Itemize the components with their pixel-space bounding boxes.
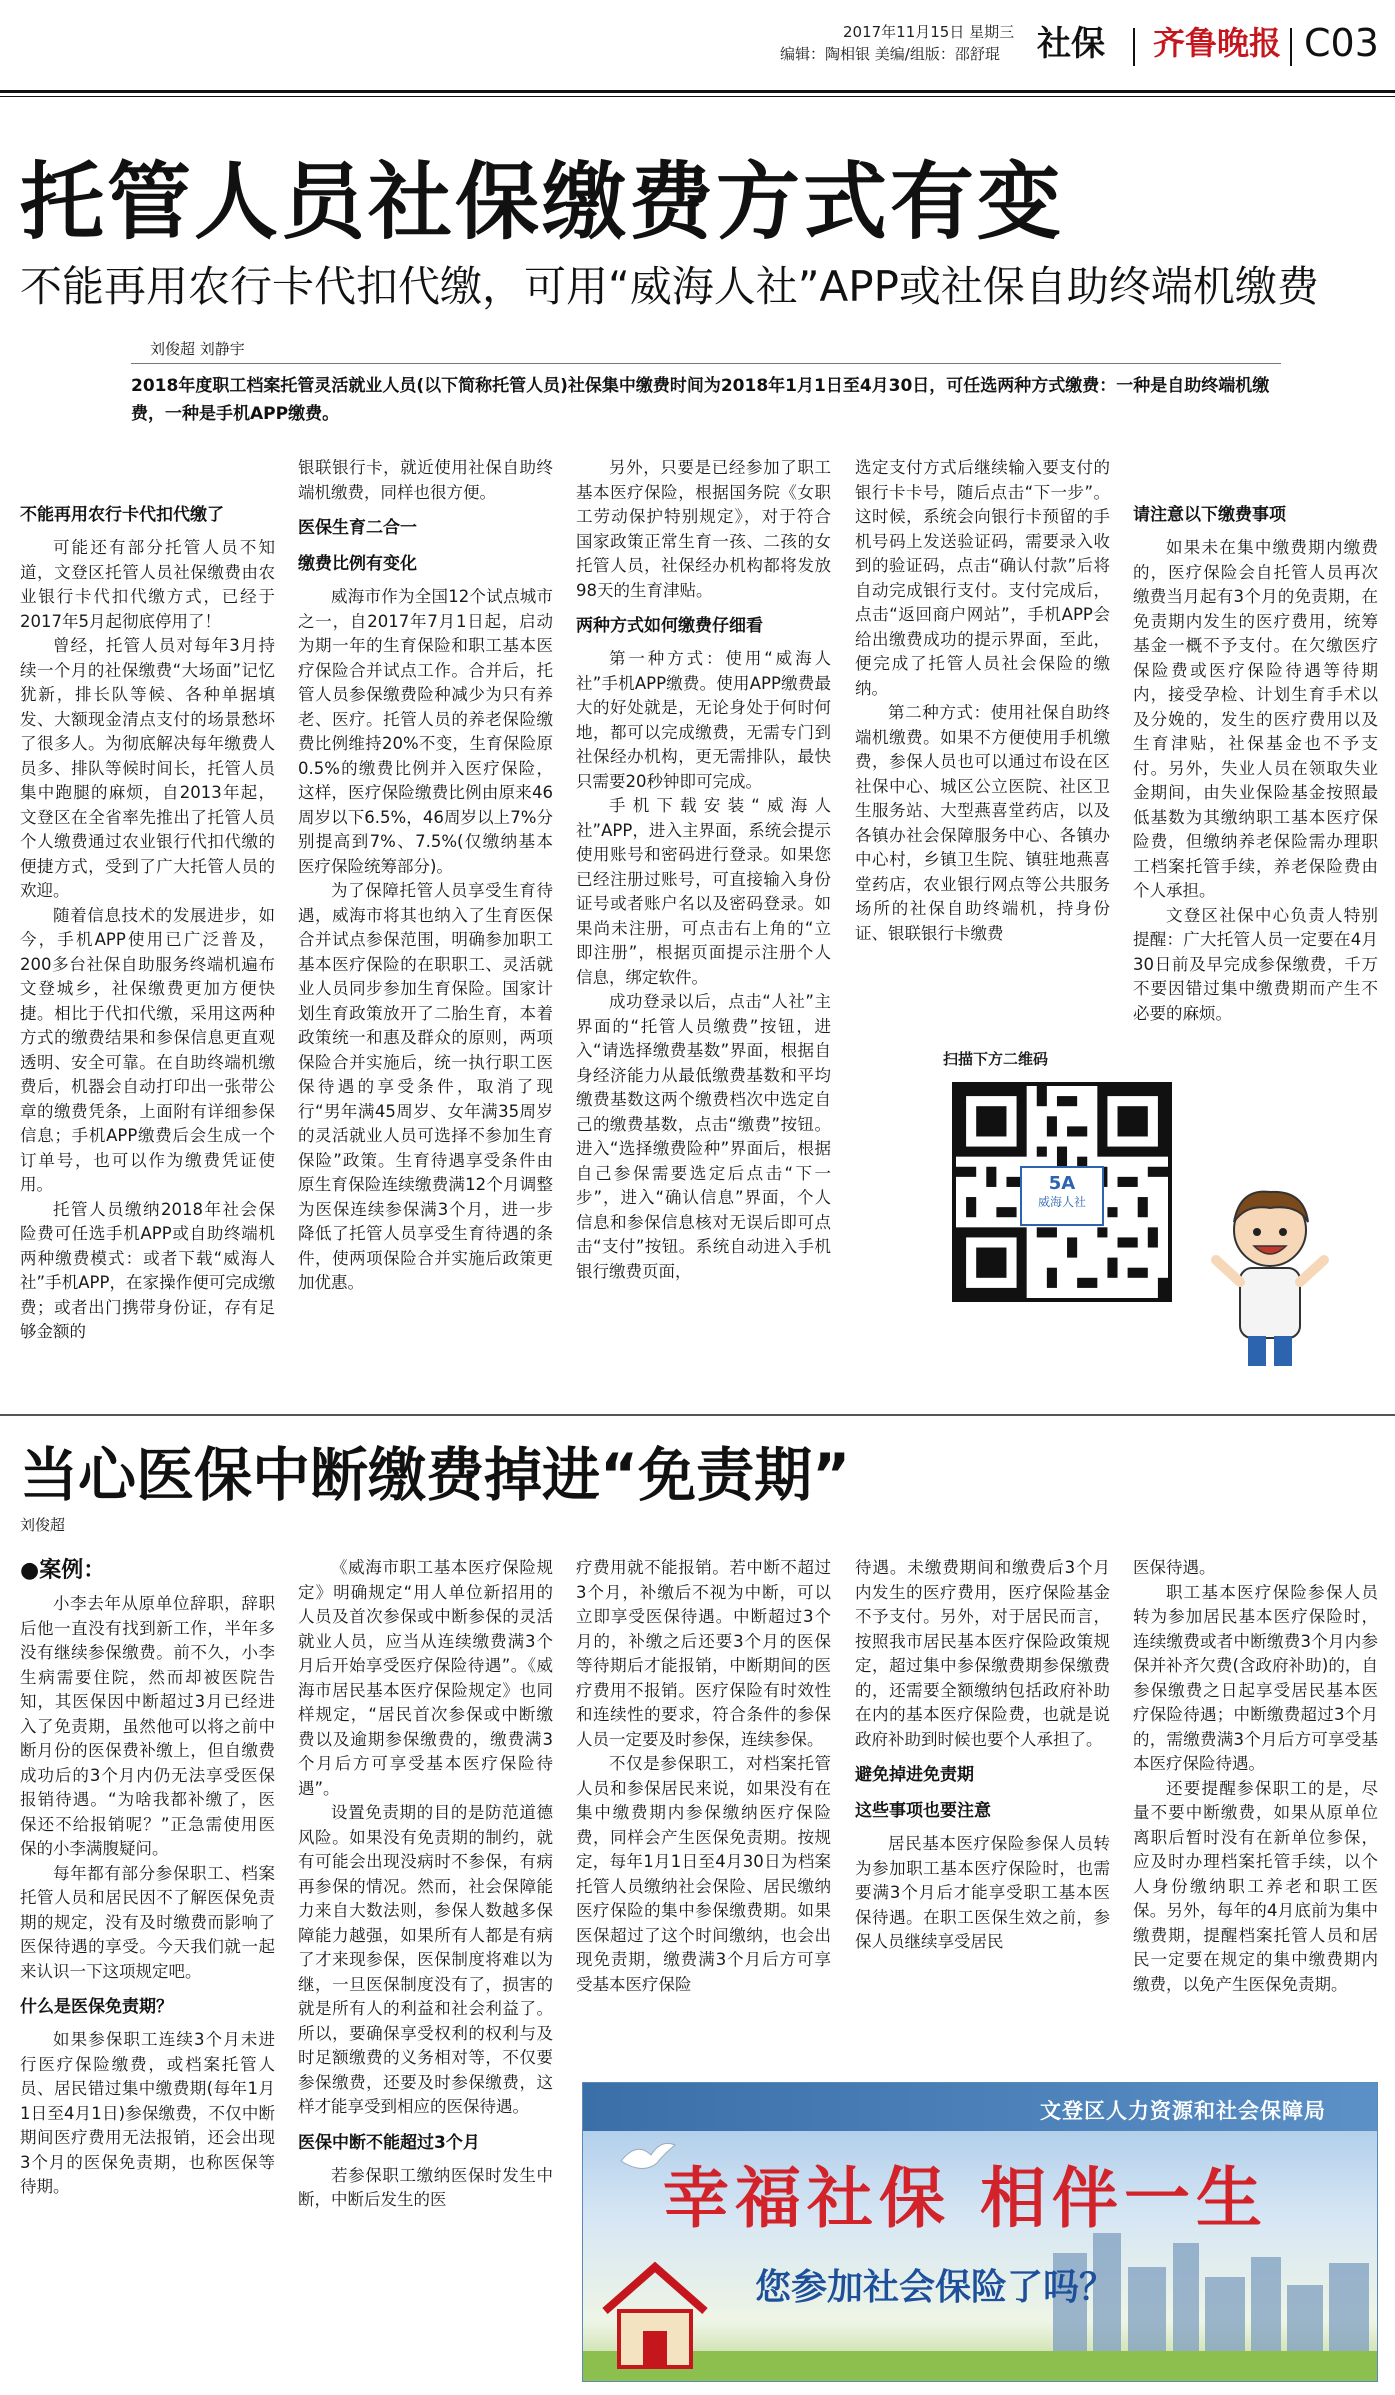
article-column: [855, 1556, 1110, 1955]
subheading: 缴费比例有变化: [298, 554, 417, 574]
paragraph: 可能还有部分托管人员不知道，文登区托管人员社保缴费由农业银行卡代扣代缴方式，已经于2017年5月起彻底停用了！: [20, 538, 275, 631]
subheading: 医保生育二合一: [298, 518, 417, 538]
paragraph: 小李去年从原单位辞职，辞职后他一直没有找到新工作，半年多没有继续参保缴费。前不久，小李生病需要住院，然而却被医院告知，其医保因中断超过3月已经进入了免责期，虽然他可以将之前中断月份的医保费补缴上，但自缴费成功后的3个月内仍无法享受医保报销待遇。“为啥我都补缴了，医保还不给报销呢？”正急需使用医保的小李满腹疑问。: [20, 1594, 275, 1858]
ad-question: 您参加社会保险了吗？: [755, 2267, 1116, 2308]
paragraph: 随着信息技术的发展进步，如今，手机APP使用已广泛普及，200多台社保自助服务终端机遍布文登城乡，社保缴费更加方便快捷。相比于代扣代缴，采用这两种方式的缴费结果和参保信息更直观透明、安全可靠。在自助终端机缴费后，机器会自动打印出一张带公章的缴费凭条，上面附有详细参保信息；手机APP缴费后会生成一个订单号，也可以作为缴费凭证使用。: [20, 905, 275, 1194]
ad-slogan: 幸福社保 相伴一生: [663, 2159, 1268, 2237]
case-label: ●案例：: [20, 1558, 106, 1583]
paragraph: 曾经，托管人员对每年3月持续一个月的社保缴费“大场面”记忆犹新，排长队等候、各种单据填发、大额现金清点支付的场景愁坏了很多人。为彻底解决每年缴费人员多、排队等候时间长，托管人员集中跑腿的麻烦，自2013年起，文登区在全省率先推出了托管人员个人缴费通过农业银行代扣代缴的便捷方式，受到了广大托管人员的欢迎。: [20, 636, 275, 900]
subheading: 请注意以下缴费事项: [1133, 505, 1286, 525]
subheading: 什么是医保免责期？: [20, 1997, 173, 2017]
article-column: [298, 456, 553, 1296]
byline: 刘俊超 刘静宇: [150, 340, 245, 358]
paragraph: 威海市作为全国12个试点城市之一，自2017年7月1日起，启动为期一年的生育保险和职工基本医疗保险合并试点工作。合并后，托管人员参保缴费险种减少为只有养老、医疗。托管人员的养老保险缴费比例维持20%不变，生育保险原0.5%的缴费比例并入医疗保险，这样，医疗保险缴费比例由原来46周岁以下6.5%，46周岁以上7%分别提高到7%、7.5%(仅缴纳基本医疗保险统筹部分)。: [298, 587, 553, 876]
article-column: [298, 1556, 553, 2213]
paragraph: 《威海市职工基本医疗保险规定》明确规定“用人单位新招用的人员及首次参保或中断参保的灵活就业人员，应当从连续缴费满3个月后开始享受医疗保险待遇”。《威海市居民基本医疗保险规定》也同样规定，“居民首次参保或中断缴费以及逾期参保缴费的，缴费满3个月后方可享受基本医疗保险待遇”。: [298, 1558, 553, 1798]
paragraph: 如果未在集中缴费期内缴费的，医疗保险会自托管人员再次缴费当月起有3个月的免责期，在免责期内发生的医疗费用，统筹基金一概不予支付。在欠缴医疗保险费或医疗保险待遇等待期内，接受孕检、计划生育手术以及分娩的，发生的医疗费用以及生育津贴，社保基金也不予支付。另外，失业人员在领取失业金期间，由失业保险基金按照最低基数为其缴纳职工基本医疗保险费，但缴纳养老保险需办理职工档案托管手续，养老保险费由个人承担。: [1133, 538, 1378, 900]
weihai-renshe-logo: 5A 威海人社: [1020, 1166, 1104, 1226]
paragraph: 银联银行卡，就近使用社保自助终端机缴费，同样也很方便。: [298, 458, 553, 502]
paragraph: 托管人员缴纳2018年社会保险费可任选手机APP或自助终端机两种缴费模式：或者下载“威海人社”手机APP，在家操作便可完成缴费；或者出门携带身份证，存有足够金额的: [20, 1199, 275, 1341]
byline-rule: [131, 363, 1281, 364]
article-column: [20, 492, 275, 1345]
paragraph: 疗费用就不能报销。若中断不超过3个月，补缴后不视为中断，可以立即享受医保待遇。中断超过3个月的，补缴之后还要3个月的医保等待期后才能报销，中断期间的医疗费用不报销。医疗保险有时效性和连续性的要求，符合条件的参保人员一定要及时参保，连续参保。: [576, 1558, 831, 1749]
paragraph: 第一种方式：使用“威海人社”手机APP缴费。使用APP缴费最大的好处就是，无论身处于何时何地，都可以完成缴费，无需专门到社保经办机构，更无需排队，最快只需要20秒钟即可完成。: [576, 649, 831, 791]
qr-caption: 扫描下方二维码: [943, 1050, 1049, 1068]
subheading: 避免掉进免责期: [855, 1765, 974, 1785]
subheading: 这些事项也要注意: [855, 1801, 991, 1821]
page-number: C03: [1304, 21, 1379, 65]
article-subhead: 不能再用农行卡代扣代缴，可用“威海人社”APP或社保自助终端机缴费: [20, 262, 1319, 311]
paragraph: 第二种方式：使用社保自助终端机缴费。如果不方便使用手机缴费，参保人员也可以通过布设在区社保中心、城区公立医院、社区卫生服务站、大型燕喜堂药店，以及各镇办社会保障服务中心、各镇办中心村，乡镇卫生院、镇驻地燕喜堂药店，农业银行网点等公共服务场所的社保自助终端机，持身份证、银联银行卡缴费: [855, 703, 1110, 943]
paragraph: 居民基本医疗保险参保人员转为参加职工基本医疗保险时，也需要满3个月后才能享受职工基本医保待遇。在职工医保生效之前，参保人员继续享受居民: [855, 1834, 1110, 1951]
article-column: [1133, 492, 1378, 1026]
paragraph: 为了保障托管人员享受生育待遇，威海市将其也纳入了生育医保合并试点参保范围，明确参加职工基本医疗保险的在职职工、灵活就业人员同步参加生育保险。国家计划生育政策放开了二胎生育，本着政策统一和惠及群众的原则，两项保险合并实施后，统一执行职工医保待遇的享受条件，取消了现行“男年满45周岁、女年满35周岁的灵活就业人员可选择不参加生育保险”政策。生育待遇享受条件由原生育保险连续缴费满12个月调整为医保连续参保满3个月，进一步降低了托管人员享受生育待遇的条件，使两项保险合并实施后政策更加优惠。: [298, 881, 553, 1292]
advertisement-banner: [582, 2082, 1378, 2382]
paragraph: 设置免责期的目的是防范道德风险。如果没有免责期的制约，就有可能会出现没病时不参保，有病再参保的情况。然而，社会保障能力来自大数法则，参保人数越多保障能力越强，如果所有人都是有病了才来现参保，医保制度将难以为继，一旦医保制度没有了，损害的就是所有人的利益和社会利益了。所以，要确保享受权利的权利与及时足额缴费的义务相对等，不仅要参保缴费，还要及时参保缴费，这样才能享受到相应的医保待遇。: [298, 1803, 553, 2116]
newspaper-logo: 齐鲁晚报: [1153, 24, 1282, 62]
header-rule: [0, 90, 1395, 93]
cartoon-boy-icon: [1210, 1182, 1330, 1372]
paragraph: 职工基本医疗保险参保人员转为参加居民基本医疗保险时，连续缴费或者中断缴费3个月内参保并补齐欠费(含政府补助)的，自参保缴费之日起享受居民基本医疗保险待遇；中断缴费超过3个月的，需缴费满3个月后方可享受基本医疗保险待遇。: [1133, 1582, 1378, 1773]
subheading: 不能再用农行卡代扣代缴了: [20, 505, 224, 525]
house-icon: [595, 2253, 715, 2373]
subheading: 两种方式如何缴费仔细看: [576, 616, 763, 636]
article-lead: 2018年度职工档案托管灵活就业人员(以下简称托管人员)社保集中缴费时间为2018年1月1日至4月30日，可任选两种方式缴费：一种是自助终端机缴费，一种是手机APP缴费。: [131, 376, 1270, 424]
paragraph: 每年都有部分参保职工、档案托管人员和居民因不了解医保免责期的规定，没有及时缴费而影响了医保待遇的享受。今天我们就一起来认识一下这项规定吧。: [20, 1863, 275, 1981]
paragraph: 如果参保职工连续3个月未进行医疗保险缴费，或档案托管人员、居民错过集中缴费期(每年1月1日至4月1日)参保缴费，不仅中断期间医疗费用无法报销，还会出现3个月的医保免责期，也称医保等待期。: [20, 2030, 275, 2196]
paragraph: 选定支付方式后继续输入要支付的银行卡卡号，随后点击“下一步”。这时候，系统会向银行卡预留的手机号码上发送验证码，需要录入收到的验证码，点击“确认付款”后将自动完成银行支付。支付完成后，点击“返回商户网站”，手机APP会给出缴费成功的提示界面，至此，便完成了托管人员社会保险的缴纳。: [855, 458, 1110, 698]
article-column: [855, 456, 1110, 946]
paragraph: 若参保职工缴纳医保时发生中断，中断后发生的医: [298, 2165, 553, 2209]
paragraph: 医保待遇。: [1133, 1558, 1216, 1577]
header-divider: [1290, 28, 1292, 66]
editor-credits: 编辑：陶相银 美编/组版：邵舒琨: [780, 45, 1000, 63]
paragraph: 文登区社保中心负责人特别提醒：广大托管人员一定要在4月30日前及早完成参保缴费，千万不要因错过集中缴费期而产生不必要的麻烦。: [1133, 905, 1378, 1023]
section-name: 社保: [1037, 24, 1105, 64]
ad-organization: 文登区人力资源和社会保障局: [1040, 2099, 1326, 2123]
paragraph: 不仅是参保职工，对档案托管人员和参保居民来说，如果没有在集中缴费期内参保缴纳医疗保险费，同样会产生医保免责期。按规定，每年1月1日至4月30日为档案托管人员缴纳社会保险、居民缴纳医疗保险的集中参保缴费期。如果医保超过了这个时间缴纳，也会出现免责期，缴费满3个月后方可享受基本医疗保险: [576, 1754, 831, 1994]
issue-date: 2017年11月15日 星期三: [843, 23, 1015, 41]
article-column: [576, 456, 831, 1284]
header-rule-thin: [0, 96, 1395, 97]
paragraph: 另外，只要是已经参加了职工基本医疗保险，根据国务院《女职工劳动保护特别规定》，对于符合国家政策正常生育一孩、二孩的女托管人员，社保经办机构都将发放98天的生育津贴。: [576, 458, 831, 600]
article-headline: 托管人员社保缴费方式有变: [20, 153, 1065, 251]
subheading: 医保中断不能超过3个月: [298, 2132, 480, 2153]
byline: 刘俊超: [20, 1516, 66, 1534]
article-headline: 当心医保中断缴费掉进“免责期”: [20, 1441, 851, 1509]
header-divider: [1133, 28, 1135, 66]
paragraph: 手机下载安装“威海人社”APP，进入主界面，系统会提示使用账号和密码进行登录。如果您已经注册过账号，可直接输入身份证号或者账户名以及密码登录。如果尚未注册，可点击右上角的“立即注册”，根据页面提示注册个人信息，绑定软件。: [576, 796, 831, 987]
paragraph: 待遇。未缴费期间和缴费后3个月内发生的医疗费用，医疗保险基金不予支付。另外，对于居民而言，按照我市居民基本医疗保险政策规定，超过集中参保缴费期参保缴费的，还需要全额缴纳包括政府补助在内的基本医疗保险费，也就是说政府补助到时候也要个人承担了。: [855, 1558, 1110, 1749]
paragraph: 成功登录以后，点击“人社”主界面的“托管人员缴费”按钮，进入“请选择缴费基数”界面，根据自身经济能力从最低缴费基数和平均缴费基数这两个缴费档次中选定自己的缴费基数，点击“缴费”按钮。进入“选择缴费险种”界面后，根据自己参保需要选定后点击“下一步”，进入“确认信息”界面，个人信息和参保信息核对无误后即可点击“支付”按钮。系统自动进入手机银行缴费页面，: [576, 992, 831, 1281]
article-column: [576, 1556, 831, 1997]
paragraph: 还要提醒参保职工的是，尽量不要中断缴费，如果从原单位离职后暂时没有在新单位参保，应及时办理档案托管手续，以个人身份缴纳职工养老和职工医保。另外，每年的4月底前为集中缴费期，提醒档案托管人员和居民一定要在规定的集中缴费期内缴费，以免产生医保免责期。: [1133, 1778, 1378, 1994]
section-rule: [0, 1414, 1395, 1416]
article-column: [20, 1548, 275, 2200]
article-column: [1133, 1556, 1378, 1997]
